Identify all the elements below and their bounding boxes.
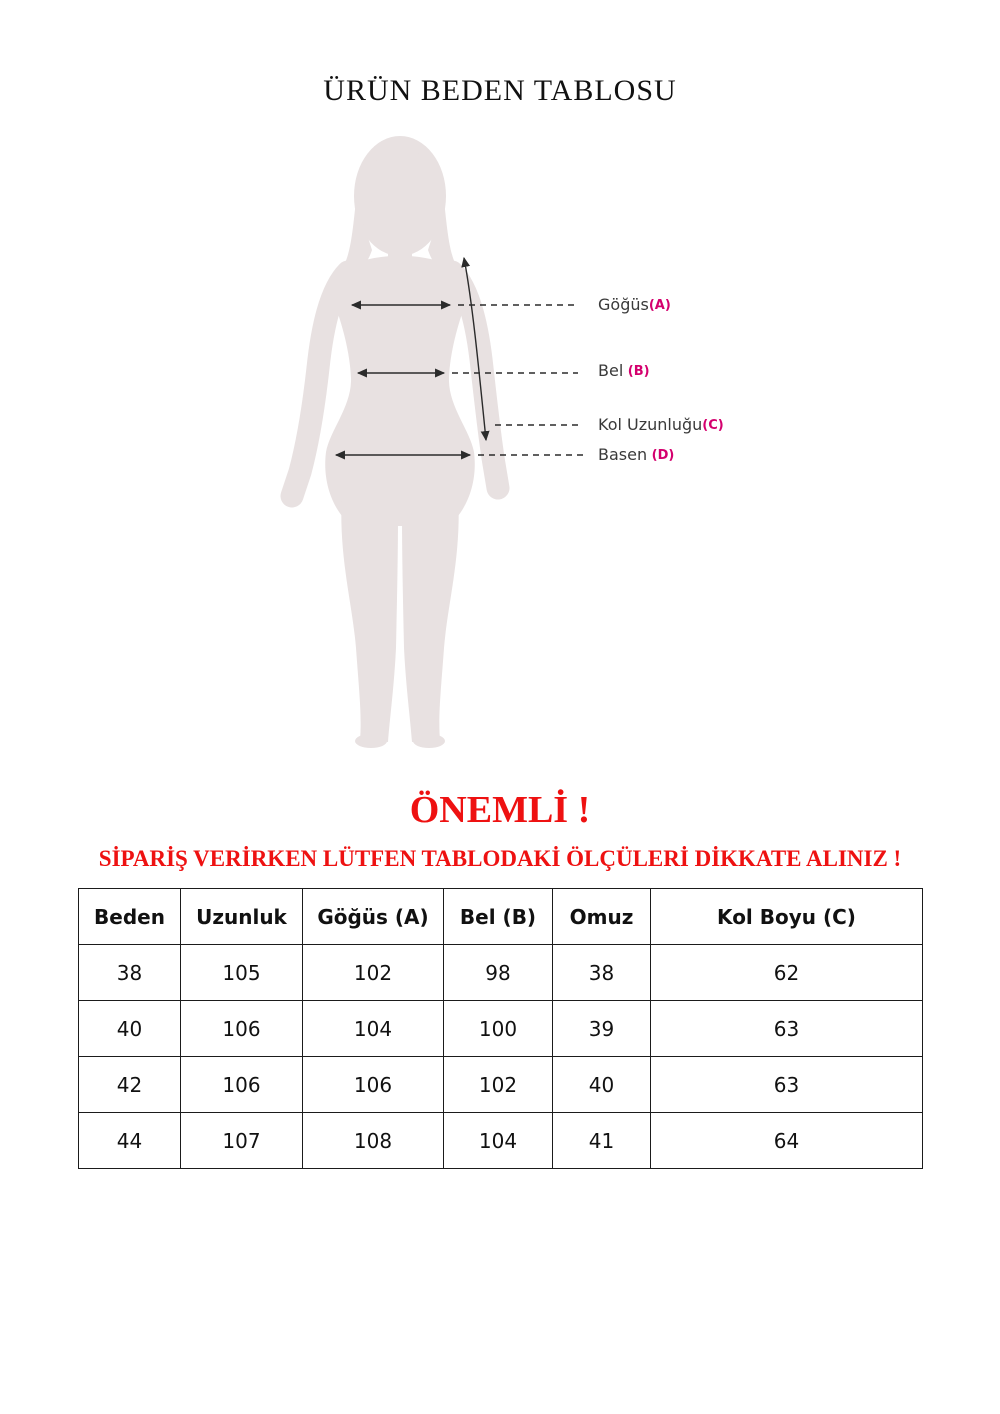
label-waist: [598, 362, 650, 382]
table-cell: 106: [303, 1057, 444, 1113]
column-header: Kol Boyu (C): [651, 889, 923, 945]
column-header: Uzunluk: [181, 889, 303, 945]
label-chest: [598, 296, 671, 316]
table-row: [79, 1113, 923, 1169]
table-cell: 40: [553, 1057, 651, 1113]
column-header: Göğüs (A): [303, 889, 444, 945]
table-cell: 63: [651, 1057, 923, 1113]
column-header: Beden: [79, 889, 181, 945]
table-cell: 100: [444, 1001, 553, 1057]
label-hip-text: Basen: [598, 445, 648, 464]
table-cell: 104: [303, 1001, 444, 1057]
label-arm-length-letter: (C): [702, 418, 724, 433]
table-cell: 38: [79, 945, 181, 1001]
body-silhouette: [292, 136, 498, 748]
label-arm-length: [598, 416, 724, 436]
label-waist-text: Bel: [598, 361, 624, 380]
table-cell: 98: [444, 945, 553, 1001]
warning-text: SİPARİŞ VERİRKEN LÜTFEN TABLODAKİ ÖLÇÜLERİ DİKKATE ALINIZ !: [98, 846, 902, 871]
table-cell: 107: [181, 1113, 303, 1169]
table-cell: 106: [181, 1001, 303, 1057]
table-row: [79, 1001, 923, 1057]
table-cell: 102: [303, 945, 444, 1001]
table-cell: 102: [444, 1057, 553, 1113]
label-chest-text: Göğüs: [598, 295, 649, 314]
table-cell: 64: [651, 1113, 923, 1169]
page-title: ÜRÜN BEDEN TABLOSU: [323, 74, 677, 107]
table-cell: 104: [444, 1113, 553, 1169]
table-cell: 106: [181, 1057, 303, 1113]
header-row: [79, 889, 923, 945]
table-cell: 63: [651, 1001, 923, 1057]
label-hip-letter: (D): [647, 448, 675, 463]
table-body: [79, 945, 923, 1169]
table-cell: 105: [181, 945, 303, 1001]
column-header: Bel (B): [444, 889, 553, 945]
size-table: [78, 888, 923, 1169]
table-cell: 62: [651, 945, 923, 1001]
label-hip: [598, 446, 674, 466]
table-cell: 41: [553, 1113, 651, 1169]
table-row: [79, 945, 923, 1001]
table-cell: 38: [553, 945, 651, 1001]
table-cell: 44: [79, 1113, 181, 1169]
table-cell: 39: [553, 1001, 651, 1057]
table-row: [79, 1057, 923, 1113]
table-cell: 108: [303, 1113, 444, 1169]
table-cell: 42: [79, 1057, 181, 1113]
column-header: Omuz: [553, 889, 651, 945]
label-arm-length-text: Kol Uzunluğu: [598, 415, 703, 434]
label-waist-letter: (B): [623, 364, 650, 379]
table-cell: 40: [79, 1001, 181, 1057]
label-chest-letter: (A): [648, 298, 671, 313]
important-heading: ÖNEMLİ !: [409, 789, 591, 831]
